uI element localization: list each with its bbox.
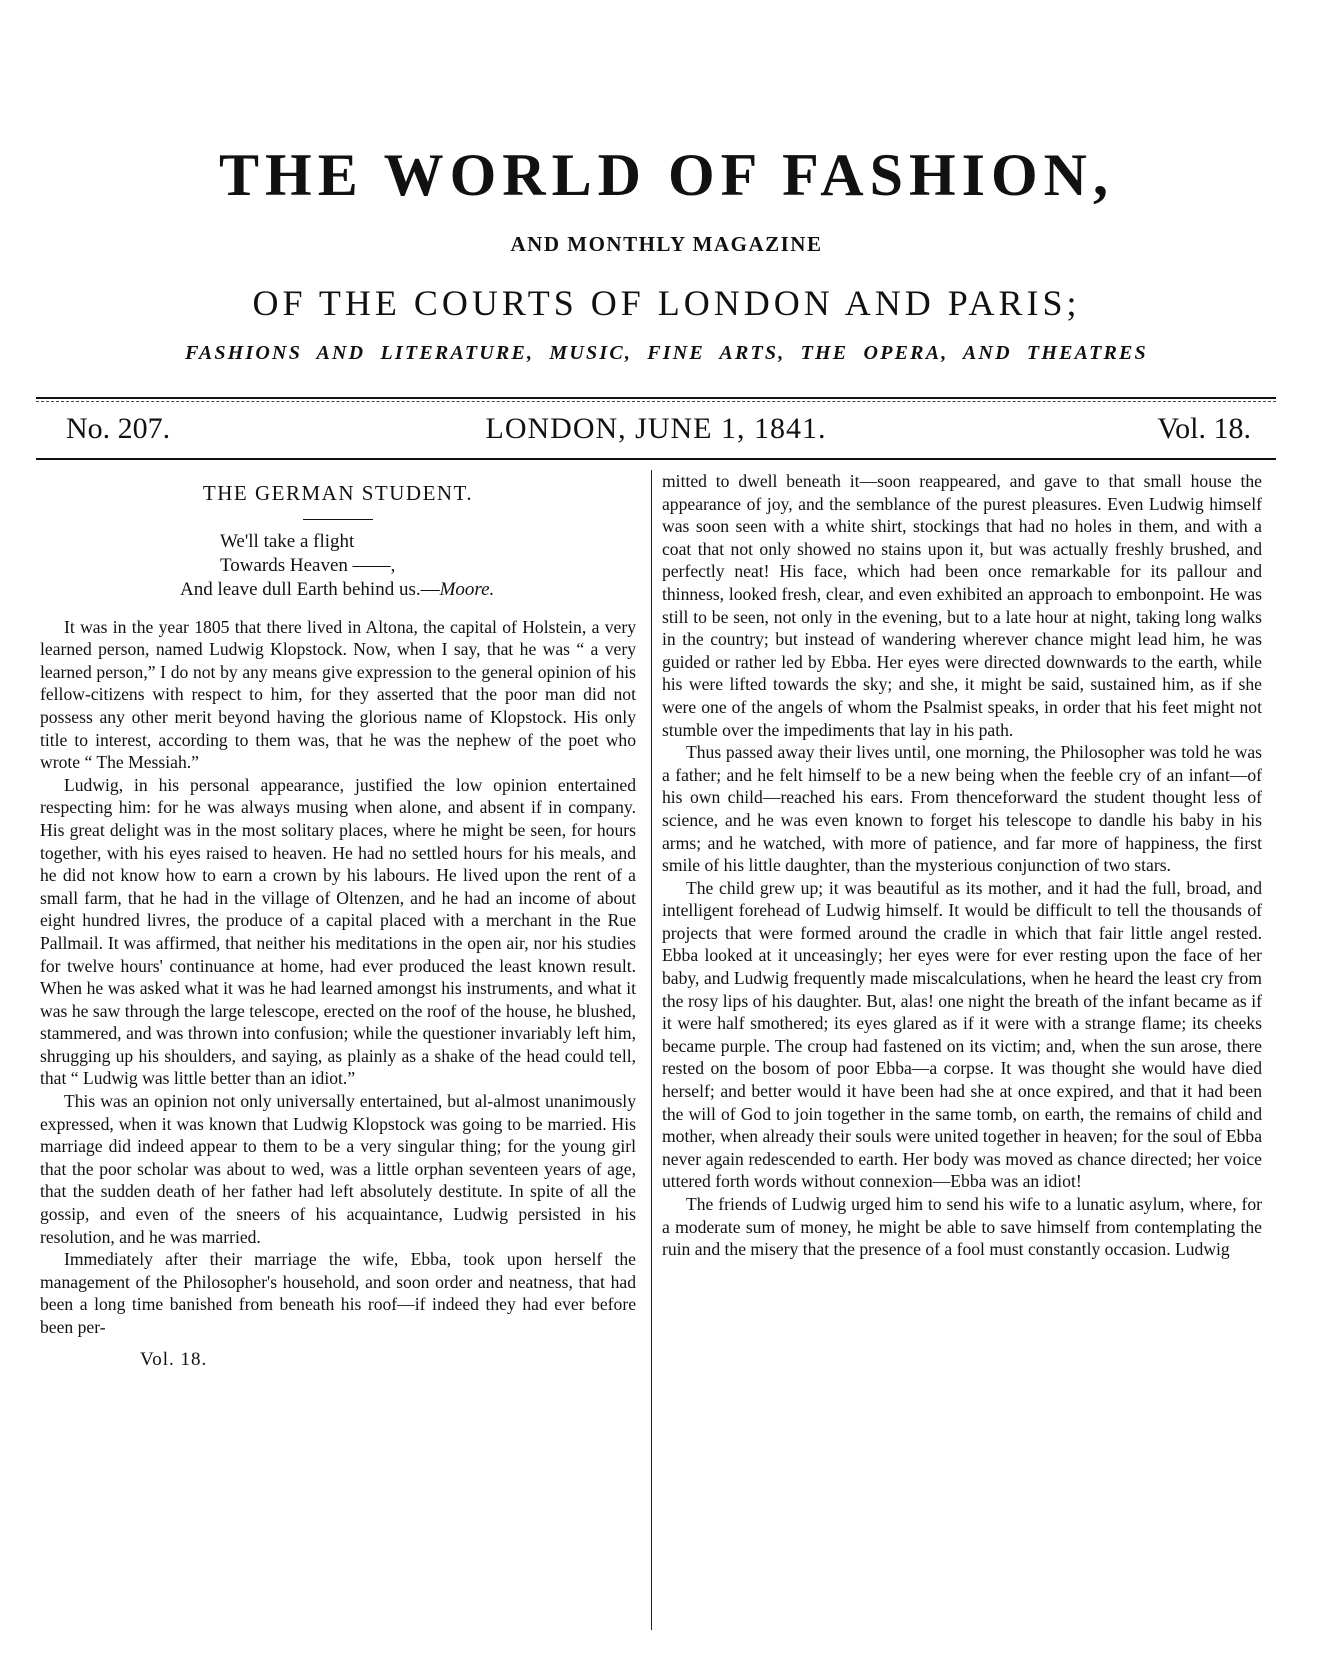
paragraph: Thus passed away their lives until, one morning, the Philosopher was told he was a father; and he felt himself to be a new being when the feeble cry of an infant—of his own child—reached his ears. From thenceforward the student thought less of science, and he was even known to forget his telescope to dandle his baby in his arms; and he watched, with more of patience, and far more of happiness, the first smile of his little daughter, than the mysterious conjunction of two stars. [662,742,1262,876]
epigraph-line-3 [40,578,636,602]
header-rule-top-dashed [36,401,1276,402]
paragraph: Immediately after their marriage the wife, Ebba, took upon herself the management of the Philosopher's household, and soon order and neatness, that had been a long time banished from beneath his roof—if indeed they had ever before been per- [40,1249,636,1337]
header-rule-bottom [36,458,1276,460]
magazine-subtitle-2: OF THE COURTS OF LONDON AND PARIS; [252,283,1081,323]
epigraph [40,530,636,602]
magazine-title: THE WORLD OF FASHION, [219,142,1114,208]
paragraph: This was an opinion not only universally entertained, but al-almost unanimously expressed, when it was known that Ludwig Klopstock was going to be married. His marriage did indeed appear to them to be a very singular thing; for the young girl that the poor scholar was about to wed, was a little orphan seventeen years of age, that the sudden death of her father had left absolutely destitute. In spite of all the gossip, and even of the sneers of his acquaintance, Ludwig persisted in his resolution, and he was married. [40,1091,636,1247]
magazine-subtitle-1: AND MONTHLY MAGAZINE [510,232,823,256]
header-rule-top [36,397,1276,399]
magazine-subtitle-3: FASHIONS AND LITERATURE, MUSIC, FINE ARTS, THE OPERA, AND THEATRES [185,342,1148,364]
paragraph: mitted to dwell beneath it—soon reappeared, and gave to that small house the appearance of joy, and the semblance of the purest pleasures. Even Ludwig himself was soon seen with a white shirt, stockings that had no holes in them, and with a coat that not only showed no stains upon it, but was actually freshly brushed, and perfectly neat! His face, which had been once remarkable for its pallour and thinness, looked fresh, clear, and even exhibited an approach to embonpoint. He was still to be seen, not only in the evening, but to a late hour at night, taking long walks in the country; but instead of wandering wherever chance might lead him, he was guided or rather led by Ebba. Her eyes were directed downwards to the earth, while his were lifted towards the sky; and she, it might be said, sustained him, as if she were one of the angels of whom the Psalmist speaks, in order that his feet might not stumble over the impediments that lay in his path. [662,471,1262,740]
article-title: THE GERMAN STUDENT. [202,481,474,505]
paragraph: Ludwig, in his personal appearance, justified the low opinion entertained respecting him: for he was always musing when alone, and absent if in company. His great delight was in the most solitary places, where he might be seen, for hours together, with his eyes raised to heaven. He had no settled hours for his meals, and he did not know how to earn a crown by his labours. He lived upon the rent of a small farm, that he had in the village of Oltenzen, and he had an income of about eight hundred livres, the produce of a capital placed with a merchant in the Rue Pallmail. It was affirmed, that neither his meditations in the open air, nor his studies for twelve hours' continuance at home, had ever produced the least known result. When he was asked what it was he had learned amongst his instruments, and what it was he saw through the large telescope, erected on the roof of the house, he blushed, stammered, and was thrown into confusion; while the questioner invariably left him, shrugging up his shoulders, and saying, as plainly as a shake of the head could tell, that “ Ludwig was little better than an idiot.” [40,774,636,1089]
paragraph: The friends of Ludwig urged him to send his wife to a lunatic asylum, where, for a moderate sum of money, he might be able to save himself from contemplating the ruin and the misery that the presence of a fool must constantly occasion. Ludwig [662,1194,1262,1260]
paragraph: The child grew up; it was beautiful as its mother, and it had the full, broad, and intelligent forehead of Ludwig himself. It would be difficult to tell the thousands of projects that were formed around the cradle in which that fair little angel rested. Ebba looked at it unceasingly; her eyes were for ever resting upon the face of her baby, and Ludwig frequently made miscalculations, when he heard the least cry from the rosy lips of his daughter. But, alas! one night the breath of the infant became as if it were half smothered; its eyes glared as if it were with a strange flame; its cheeks became purple. The croup had fastened on its victim; and, when the sun arose, there rested on the bosom of poor Ebba—a corpse. It was thought she would have died herself; and better would it have been had she at once expired, and that it had been the will of God to join together in the same tomb, on earth, the remains of child and mother, when already their souls were united together in heaven; for the soul of Ebba never again redescended to earth. Her body was moved as chance directed; her voice uttered forth words without connexion—Ebba was an idiot! [662,877,1262,1192]
page-signature: Vol. 18. [140,1348,208,1370]
right-column [662,470,1262,1261]
epigraph-line-3-text: And leave dull Earth behind us.— [180,578,440,600]
left-column [40,470,636,1371]
issue-date: LONDON, JUNE 1, 1841. [485,412,827,445]
epigraph-author: Moore. [439,578,495,600]
paragraph: It was in the year 1805 that there lived in Altona, the capital of Holstein, a very learned person, named Ludwig Klopstock. Now, when I say, that he was “ a very learned person,” I do not by any means give expression to the general opinion of his fellow-citizens with respect to him, for they asserted that the poor man did not possess any other merit beyond having the glorious name of Klopstock. His only title to interest, according to them was, that he was the nephew of the poet who wrote “ The Messiah.” [40,616,636,773]
title-rule [303,519,373,520]
issue-line [36,412,1276,452]
epigraph-line-2: Towards Heaven ——, [220,554,396,576]
issue-number: No. 207. [66,412,171,445]
column-divider [651,470,652,1630]
issue-volume: Vol. 18. [1157,412,1251,445]
epigraph-line-1: We'll take a flight [220,530,355,552]
